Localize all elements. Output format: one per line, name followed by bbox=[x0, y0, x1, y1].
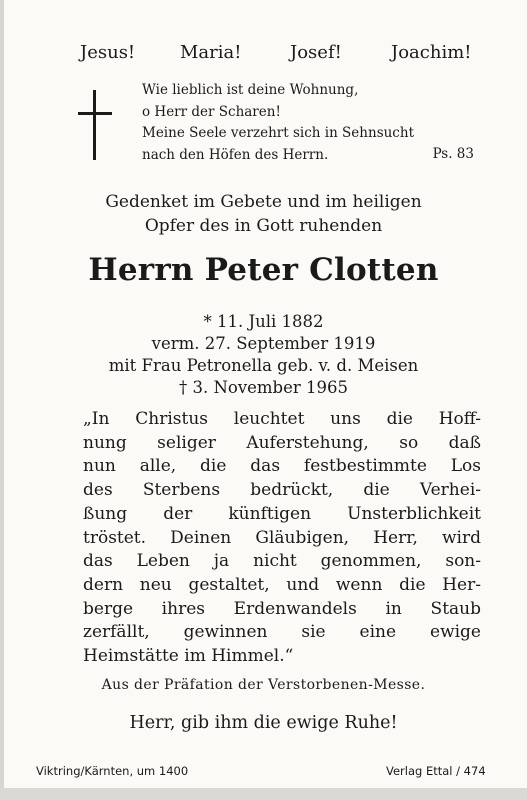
death-date: † 3. November 1965 bbox=[178, 378, 349, 397]
holy-name-jesus: Jesus! bbox=[80, 42, 136, 63]
quote-line: nun alle, die das festbestimmte Los bbox=[83, 456, 481, 477]
psalm-line: o Herr der Scharen! bbox=[142, 103, 281, 120]
marriage-date: verm. 27. September 1919 bbox=[151, 334, 376, 353]
remembrance-line: Opfer des in Gott ruhenden bbox=[144, 216, 383, 236]
psalm-line: nach den Höfen des Herrn. bbox=[142, 146, 329, 163]
psalm-reference: Ps. 83 bbox=[432, 146, 474, 162]
deceased-name: Herrn Peter Clotten bbox=[88, 252, 439, 288]
holy-name-josef: Josef! bbox=[290, 42, 342, 63]
preface-quote bbox=[83, 408, 481, 669]
holy-names-header bbox=[80, 42, 480, 72]
remembrance-text bbox=[40, 190, 487, 238]
birth-date: * 11. Juli 1882 bbox=[203, 312, 324, 331]
psalm-verse bbox=[142, 80, 482, 166]
quote-source: Aus der Präfation der Verstorbenen-Messe. bbox=[101, 677, 426, 693]
quote-line: nung seliger Auferstehung, so daß bbox=[83, 432, 481, 453]
quote-line: das Leben ja nicht genommen, son- bbox=[83, 551, 481, 572]
image-credit: Viktring/Kärnten, um 1400 bbox=[36, 764, 189, 778]
remembrance-line: Gedenket im Gebete und im heiligen bbox=[105, 192, 422, 212]
quote-line: des Sterbens bedrückt, die Verhei- bbox=[83, 480, 481, 501]
life-dates bbox=[40, 311, 487, 399]
psalm-line: Meine Seele verzehrt sich in Sehnsucht bbox=[142, 125, 414, 141]
quote-line: berge ihres Erdenwandels in Staub bbox=[83, 598, 481, 619]
quote-line: Heimstätte im Himmel.“ bbox=[83, 646, 294, 667]
card-bottom-edge bbox=[0, 788, 527, 800]
spouse-line: mit Frau Petronella geb. v. d. Meisen bbox=[108, 356, 419, 375]
holy-name-joachim: Joachim! bbox=[391, 42, 472, 63]
quote-line: dern neu gestaltet, und wenn die Her- bbox=[83, 574, 481, 595]
quote-line: „In Christus leuchtet uns die Hoff- bbox=[83, 409, 481, 429]
holy-name-maria: Maria! bbox=[180, 42, 242, 63]
quote-line: ßung der künftigen Unsterblichkeit bbox=[83, 503, 481, 524]
cross-icon bbox=[78, 90, 112, 162]
psalm-line: Wie lieblich ist deine Wohnung, bbox=[142, 82, 359, 98]
card-edge bbox=[0, 0, 4, 800]
closing-prayer: Herr, gib ihm die ewige Ruhe! bbox=[129, 713, 398, 733]
quote-line: zerfällt, gewinnen sie eine ewige bbox=[83, 622, 481, 643]
publisher-credit: Verlag Ettal / 474 bbox=[386, 764, 486, 778]
quote-line: tröstet. Deinen Gläubigen, Herr, wird bbox=[83, 527, 481, 548]
